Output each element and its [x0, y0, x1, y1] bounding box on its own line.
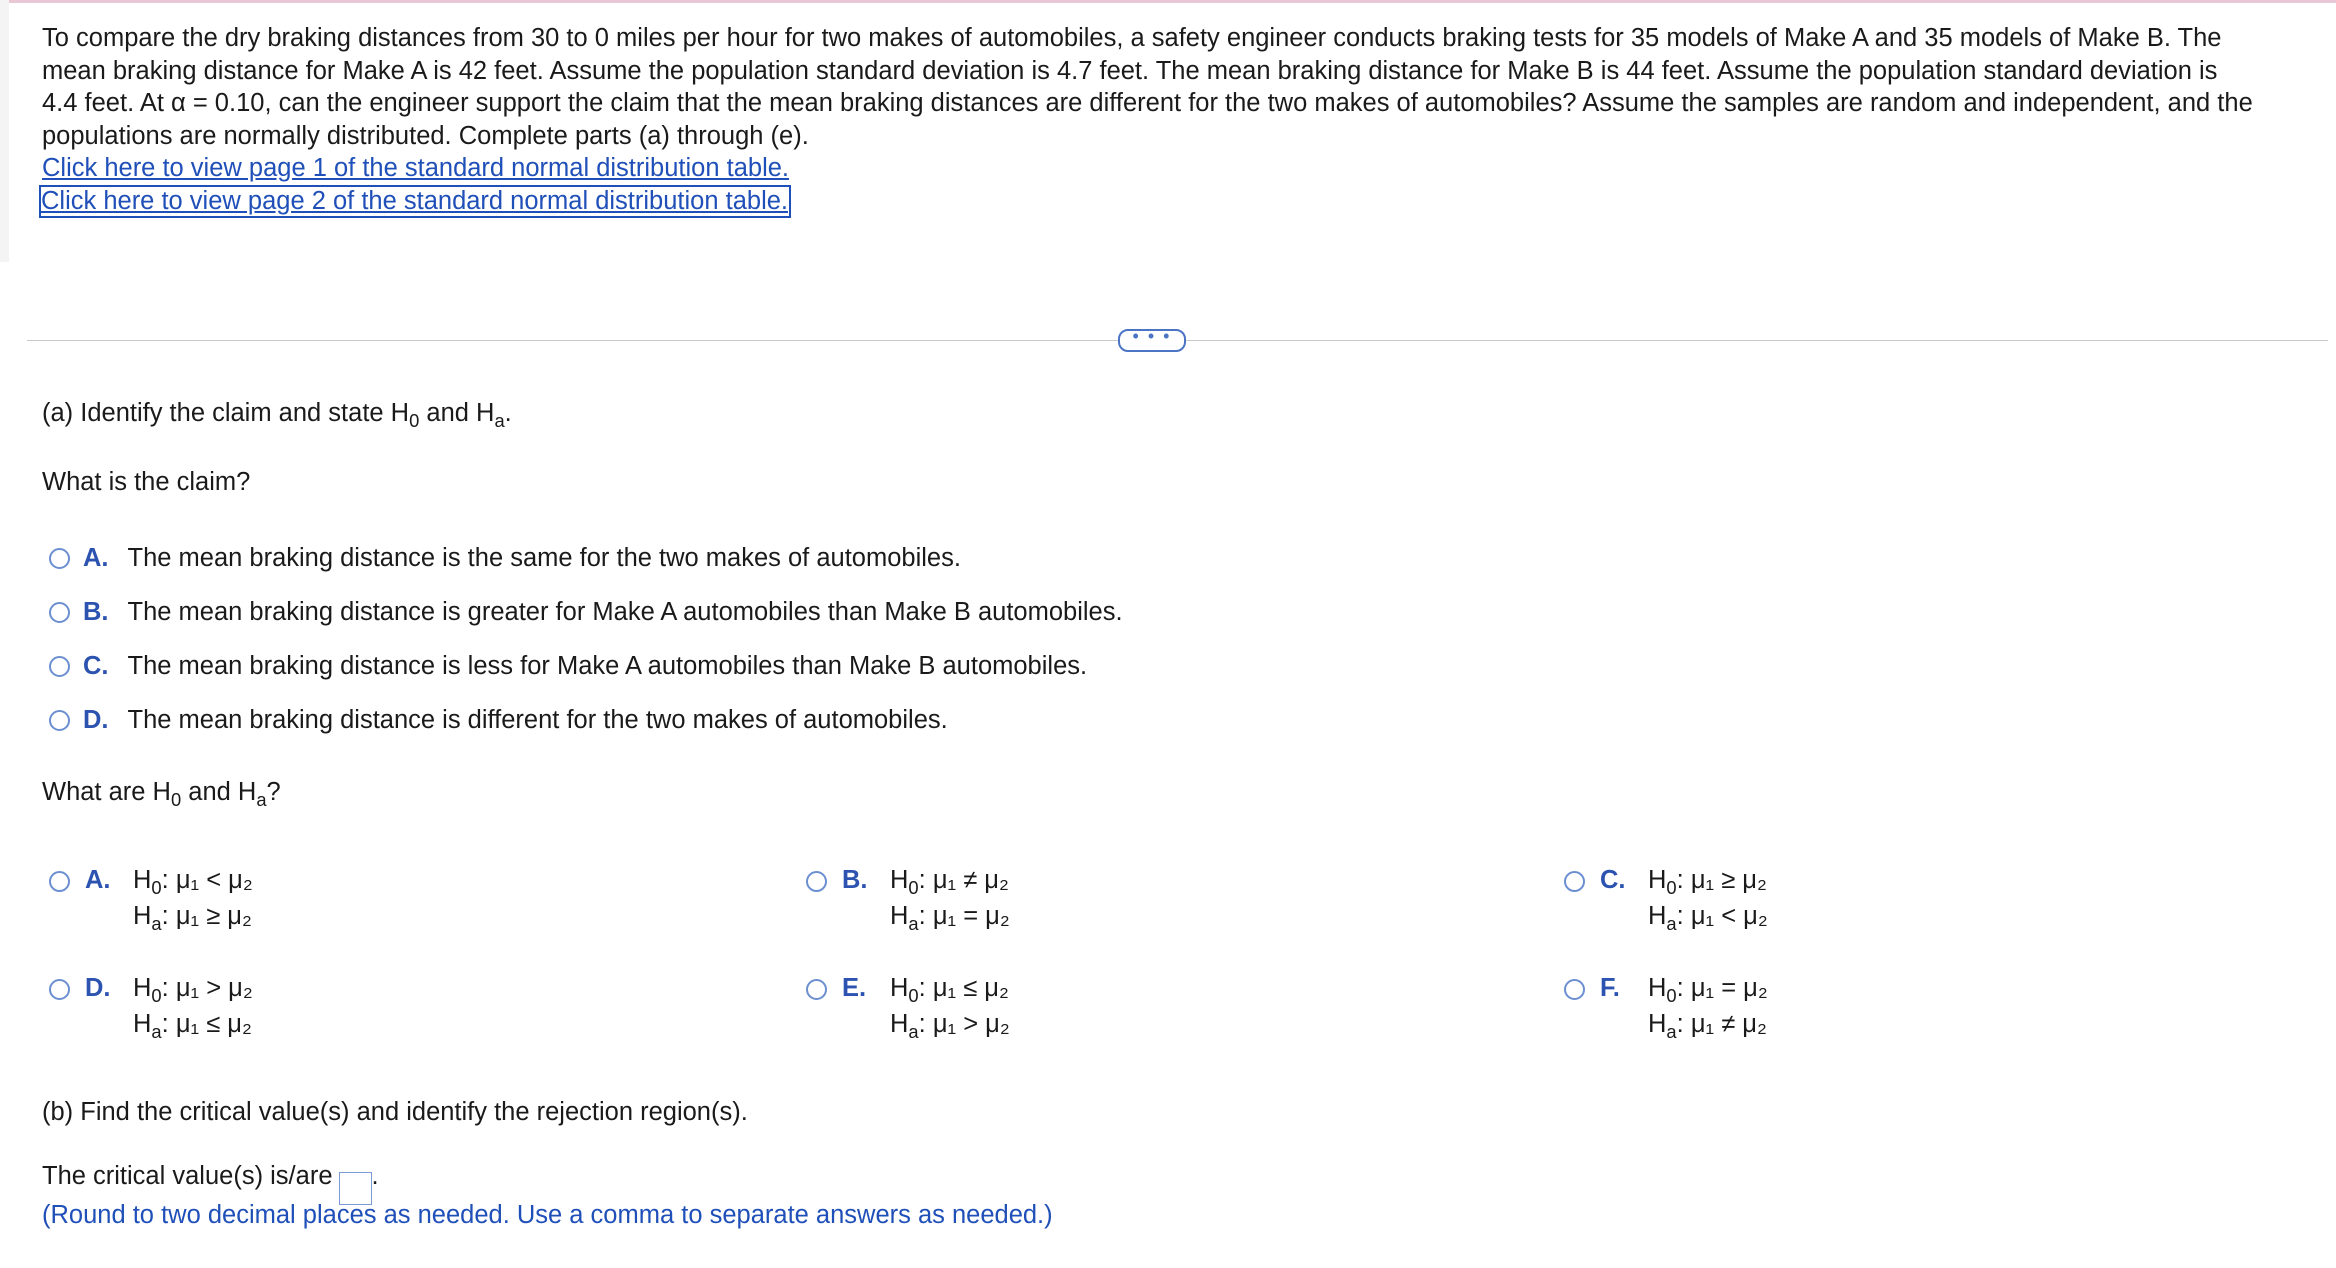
radio-button[interactable] [49, 656, 70, 677]
alternative-hypothesis: $H_a$: μ₁ < μ₂ [1648, 902, 1768, 934]
radio-button[interactable] [49, 979, 70, 1000]
radio-button[interactable] [49, 710, 70, 731]
hypotheses-question: What are $H_0$ and $H_a$? [42, 778, 281, 810]
problem-line-2: mean braking distance for Make A is 42 feet. Assume the population standard deviation is 4.7 feet. The mean braking distance for Make B is 44 feet. Assume the population standard deviation is [42, 56, 2218, 85]
option-letter: B. [83, 598, 109, 626]
option-letter: F. [1600, 974, 1620, 1002]
claim-question: What is the claim? [42, 468, 251, 496]
part-b-heading: (b) Find the critical value(s) and identify the rejection region(s). [42, 1098, 748, 1126]
radio-button[interactable] [49, 548, 70, 569]
option-text: The mean braking distance is greater for Make A automobiles than Make B automobiles. [127, 598, 1123, 626]
expand-more-button[interactable]: • • • [1118, 329, 1186, 352]
claim-option-a[interactable] [49, 544, 961, 573]
null-hypothesis: $H_0$: μ₁ > μ₂ [133, 974, 253, 1006]
claim-option-b[interactable] [49, 598, 1123, 627]
part-a-heading: (a) Identify the claim and state $H_0$ and $H_a$. [42, 399, 512, 431]
radio-button[interactable] [1564, 979, 1585, 1000]
null-hypothesis: $H_0$: μ₁ < μ₂ [133, 866, 253, 898]
null-hypothesis: $H_0$: μ₁ ≠ μ₂ [890, 866, 1009, 898]
normal-table-page1-link[interactable]: Click here to view page 1 of the standard normal distribution table. [42, 154, 789, 182]
normal-table-page2-link[interactable]: Click here to view page 2 of the standard normal distribution table. [41, 186, 788, 215]
claim-option-d[interactable] [49, 706, 948, 735]
alternative-hypothesis: $H_a$: μ₁ ≠ μ₂ [1648, 1010, 1767, 1042]
option-text: The mean braking distance is different for the two makes of automobiles. [127, 706, 948, 734]
option-letter: D. [83, 706, 109, 734]
alternative-hypothesis: $H_a$: μ₁ = μ₂ [890, 902, 1010, 934]
option-letter: C. [83, 652, 109, 680]
option-letter: C. [1600, 866, 1626, 894]
alternative-hypothesis: $H_a$: μ₁ ≥ μ₂ [133, 902, 252, 934]
option-text: The mean braking distance is the same for the two makes of automobiles. [127, 544, 961, 572]
top-accent-rule [0, 0, 2336, 3]
radio-button[interactable] [806, 871, 827, 892]
option-letter: B. [842, 866, 868, 894]
option-letter: A. [85, 866, 111, 894]
problem-line-4: populations are normally distributed. Complete parts (a) through (e). [42, 121, 809, 150]
option-letter: A. [83, 544, 109, 572]
radio-button[interactable] [49, 871, 70, 892]
null-hypothesis: $H_0$: μ₁ ≤ μ₂ [890, 974, 1009, 1006]
alternative-hypothesis: $H_a$: μ₁ ≤ μ₂ [133, 1010, 252, 1042]
null-hypothesis: $H_0$: μ₁ = μ₂ [1648, 974, 1768, 1006]
problem-statement [42, 22, 2312, 217]
alternative-hypothesis: $H_a$: μ₁ > μ₂ [890, 1010, 1010, 1042]
rounding-hint: (Round to two decimal places as needed. Use a comma to separate answers as needed.) [42, 1201, 1053, 1229]
left-margin-marker [0, 0, 9, 262]
option-letter: D. [85, 974, 111, 1002]
option-text: The mean braking distance is less for Make A automobiles than Make B automobiles. [127, 652, 1088, 680]
null-hypothesis: $H_0$: μ₁ ≥ μ₂ [1648, 866, 1767, 898]
radio-button[interactable] [806, 979, 827, 1000]
critical-value-prompt: The critical value(s) is/are . [42, 1160, 379, 1205]
problem-line-3: 4.4 feet. At α = 0.10, can the engineer support the claim that the mean braking distances are different for the two makes of automobiles? Assume the samples are random and independent, and the [42, 89, 2253, 117]
radio-button[interactable] [1564, 871, 1585, 892]
option-letter: E. [842, 974, 867, 1002]
claim-option-c[interactable] [49, 652, 1087, 681]
problem-line-1: To compare the dry braking distances from 30 to 0 miles per hour for two makes of automobiles, a safety engineer conducts braking tests for 35 models of Make A and 35 models of Make B. The [42, 24, 2222, 52]
radio-button[interactable] [49, 602, 70, 623]
